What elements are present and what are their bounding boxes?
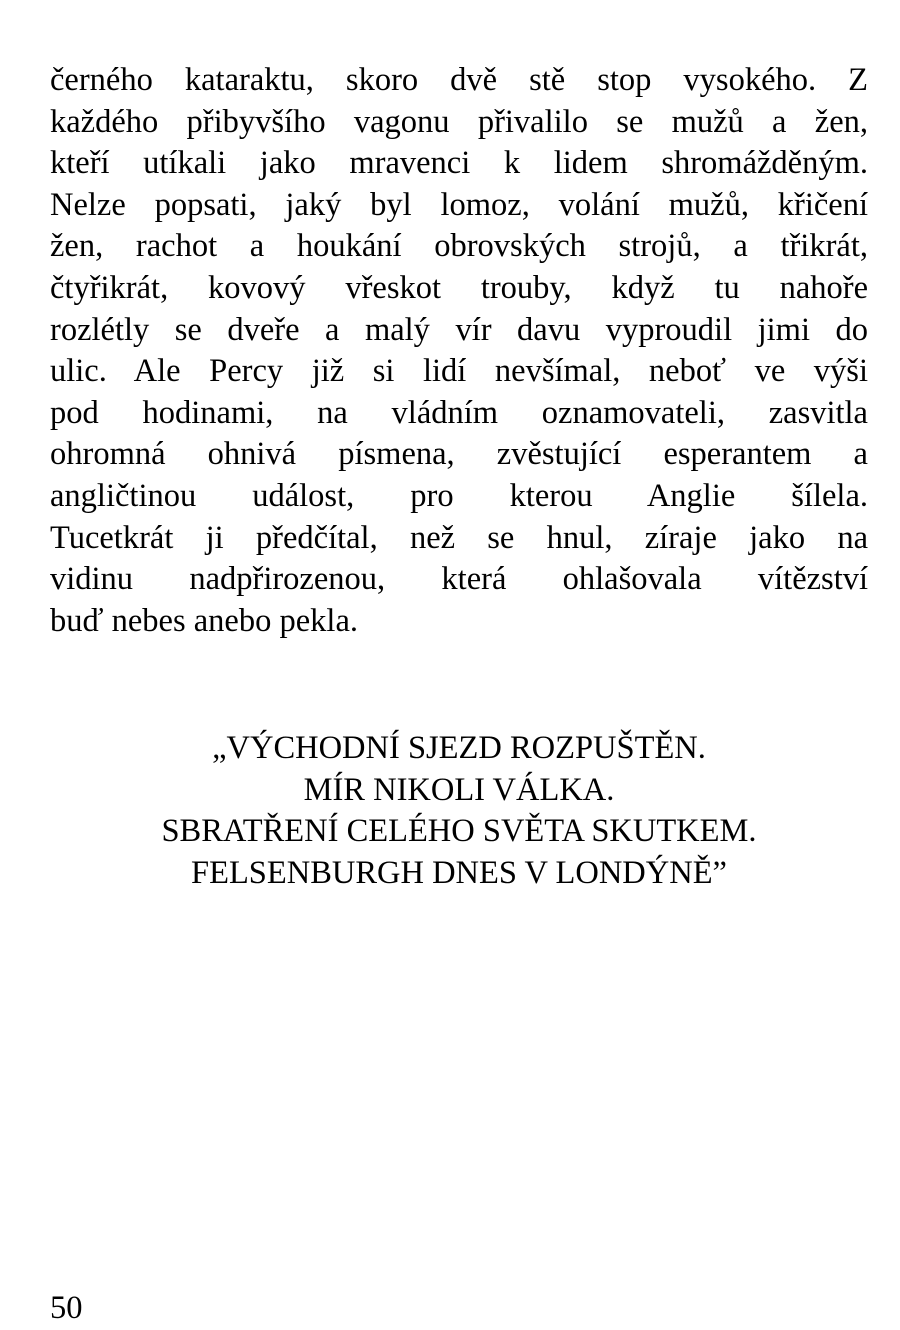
paragraph-line: ohromná ohnivá písmena, zvěstující esperantem a [50,436,868,473]
paragraph-line: kteří utíkali jako mravenci k lidem shromážděným. [50,145,868,182]
page-number: 50 [50,1290,83,1326]
paragraph-line: žen, rachot a houkání obrovských strojů, a třikrát, [50,228,868,265]
paragraph-line: ulic. Ale Percy již si lidí nevšímal, neboť ve výši [50,353,868,390]
paragraph-line: čtyřikrát, kovový vřeskot trouby, když tu nahoře [50,269,868,306]
headline-line: FELSENBURGH DNES V LONDÝNĚ” [191,854,727,891]
paragraph-line: Tucetkrát ji předčítal, než se hnul, zíraje jako na [50,519,868,556]
paragraph-line: buď nebes anebo pekla. [50,602,358,639]
announcement-headline [50,728,868,894]
paragraph-line: rozlétly se dveře a malý vír davu vyproudil jimi do [50,311,868,348]
headline-line: SBRATŘENÍ CELÉHO SVĚTA SKUTKEM. [161,813,757,850]
paragraph-line: každého přibyvšího vagonu přivalilo se mužů a žen, [50,103,868,140]
headline-line: „VÝCHODNÍ SJEZD ROZPUŠTĚN. [212,730,706,766]
paragraph-line: černého kataraktu, skoro dvě stě stop vysokého. Z [50,62,868,98]
body-paragraph [50,60,868,642]
paragraph-line: pod hodinami, na vládním oznamovateli, zasvitla [50,394,868,431]
headline-line: MÍR NIKOLI VÁLKA. [303,771,615,808]
paragraph-line: Nelze popsati, jaký byl lomoz, volání mužů, křičení [50,186,868,223]
paragraph-line: angličtinou událost, pro kterou Anglie šílela. [50,477,868,514]
paragraph-line: vidinu nadpřirozenou, která ohlašovala vítězství [50,561,868,598]
